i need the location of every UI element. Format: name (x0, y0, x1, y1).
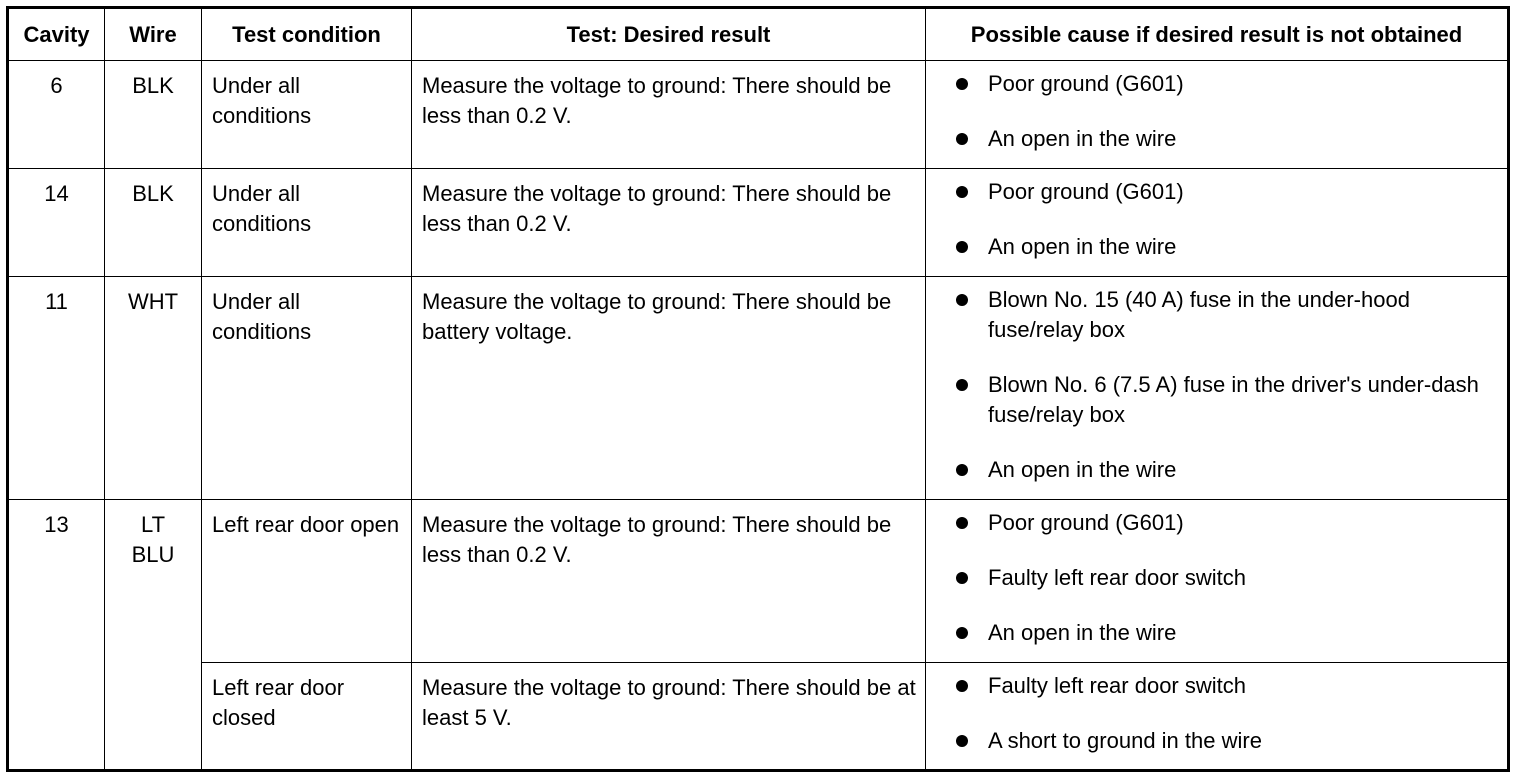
bullet-icon (956, 572, 968, 584)
table-row (8, 169, 1509, 277)
cause-text: Blown No. 15 (40 A) fuse in the under-hood fuse/relay box (988, 287, 1410, 342)
connector-test-table (6, 6, 1510, 772)
bullet-icon (956, 735, 968, 747)
table-row (8, 663, 1509, 771)
cause-cell (926, 663, 1509, 771)
cause-text: An open in the wire (988, 457, 1177, 482)
table-row (8, 277, 1509, 500)
header-cavity: Cavity (8, 8, 105, 61)
table-row (8, 500, 1509, 663)
cause-text: Faulty left rear door switch (988, 673, 1246, 698)
condition-cell: Left rear door open (202, 500, 412, 663)
cause-list (956, 285, 1497, 485)
wire-cell (105, 500, 202, 771)
condition-cell: Under all conditions (202, 277, 412, 500)
result-cell: Measure the voltage to ground: There should be less than 0.2 V. (412, 500, 926, 663)
cause-item (956, 177, 1497, 207)
result-cell: Measure the voltage to ground: There should be at least 5 V. (412, 663, 926, 771)
cause-item (956, 618, 1497, 648)
cause-text: An open in the wire (988, 126, 1177, 151)
result-cell: Measure the voltage to ground: There should be less than 0.2 V. (412, 169, 926, 277)
bullet-icon (956, 241, 968, 253)
cause-item (956, 671, 1497, 701)
cause-text: Faulty left rear door switch (988, 565, 1246, 590)
condition-cell: Left rear door closed (202, 663, 412, 771)
cavity-cell: 6 (8, 61, 105, 169)
cause-cell (926, 277, 1509, 500)
bullet-icon (956, 627, 968, 639)
cause-item (956, 455, 1497, 485)
bullet-icon (956, 294, 968, 306)
cause-text: Poor ground (G601) (988, 71, 1184, 96)
wire-cell: WHT (105, 277, 202, 500)
cause-text: Blown No. 6 (7.5 A) fuse in the driver's under-dash fuse/relay box (988, 372, 1479, 427)
wire-cell: BLK (105, 169, 202, 277)
cause-item (956, 285, 1497, 345)
cause-item (956, 124, 1497, 154)
cause-list (956, 671, 1497, 756)
cause-text: Poor ground (G601) (988, 179, 1184, 204)
cavity-cell: 11 (8, 277, 105, 500)
bullet-icon (956, 78, 968, 90)
wire-color-line: BLU (131, 542, 175, 567)
cavity-cell: 13 (8, 500, 105, 771)
header-test-condition: Test condition (202, 8, 412, 61)
cause-item (956, 726, 1497, 756)
cause-text: An open in the wire (988, 620, 1177, 645)
cause-cell (926, 169, 1509, 277)
wire-cell: BLK (105, 61, 202, 169)
cause-item (956, 370, 1497, 430)
condition-cell: Under all conditions (202, 61, 412, 169)
header-wire: Wire (105, 8, 202, 61)
table-row (8, 61, 1509, 169)
result-cell: Measure the voltage to ground: There should be less than 0.2 V. (412, 61, 926, 169)
bullet-icon (956, 133, 968, 145)
bullet-icon (956, 517, 968, 529)
header-row (8, 8, 1509, 61)
wire-color-line: LT (140, 512, 166, 537)
cavity-cell: 14 (8, 169, 105, 277)
cause-cell (926, 61, 1509, 169)
result-cell: Measure the voltage to ground: There should be battery voltage. (412, 277, 926, 500)
cause-text: An open in the wire (988, 234, 1177, 259)
cause-list (956, 69, 1497, 154)
cause-list (956, 177, 1497, 262)
cause-text: Poor ground (G601) (988, 510, 1184, 535)
bullet-icon (956, 464, 968, 476)
cause-text: A short to ground in the wire (988, 728, 1262, 753)
cause-item (956, 69, 1497, 99)
condition-cell: Under all conditions (202, 169, 412, 277)
header-possible-cause: Possible cause if desired result is not obtained (926, 8, 1509, 61)
header-desired-result: Test: Desired result (412, 8, 926, 61)
bullet-icon (956, 186, 968, 198)
cause-item (956, 232, 1497, 262)
cause-list (956, 508, 1497, 648)
cause-item (956, 563, 1497, 593)
bullet-icon (956, 680, 968, 692)
cause-cell (926, 500, 1509, 663)
bullet-icon (956, 379, 968, 391)
cause-item (956, 508, 1497, 538)
